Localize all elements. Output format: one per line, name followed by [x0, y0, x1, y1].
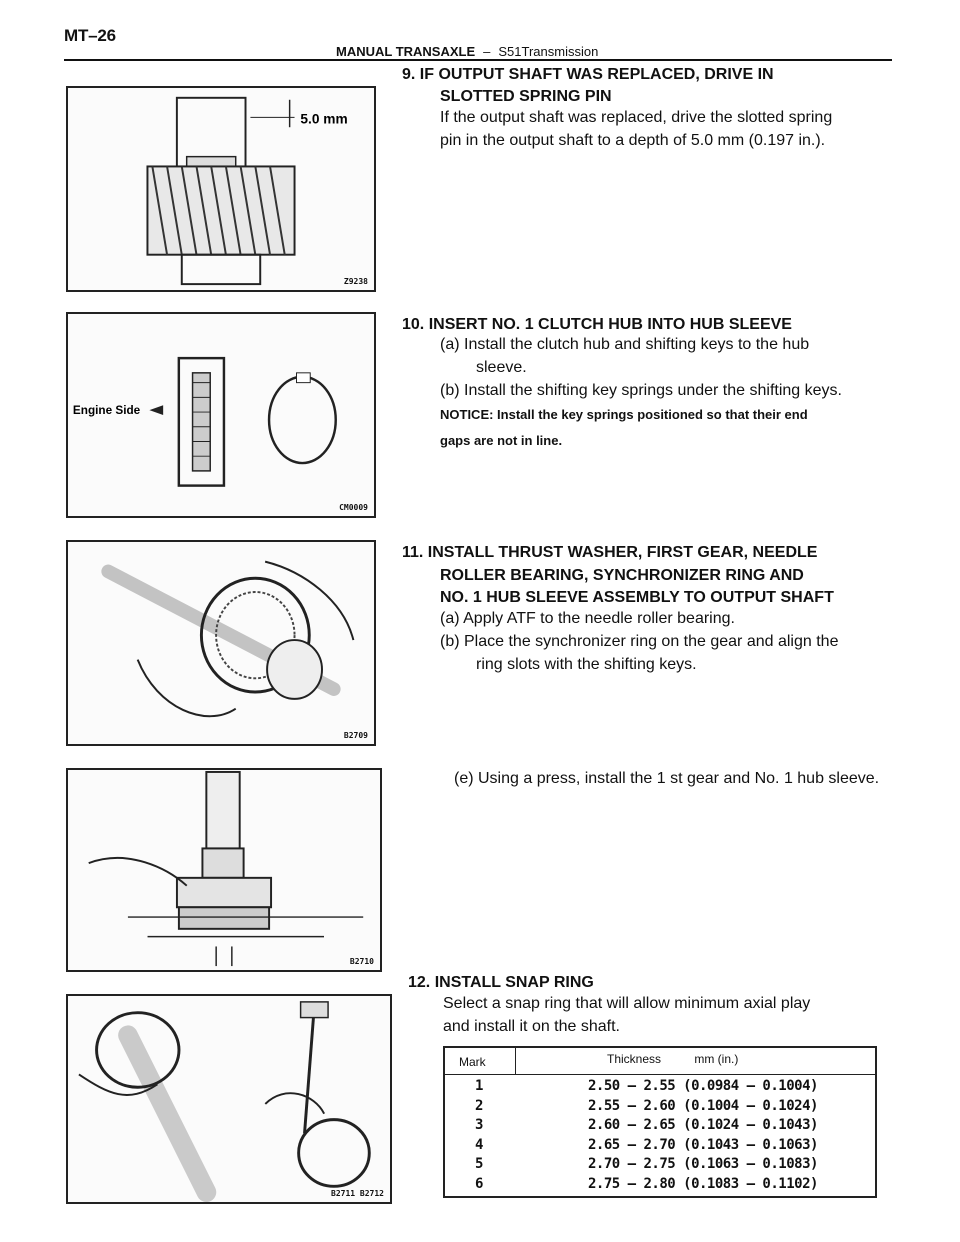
running-header — [336, 44, 598, 59]
header-divider — [515, 1048, 516, 1074]
row-thickness: 2.50 — 2.55 (0.0984 — 0.1004) — [588, 1078, 818, 1094]
step-9-body-line2: pin in the output shaft to a depth of 5.0 mm (0.197 in.). — [440, 132, 826, 149]
figure-code: Z9238 — [343, 277, 368, 286]
hands-assembly-illustration — [68, 542, 374, 744]
row-thickness: 2.75 — 2.80 (0.1083 — 0.1102) — [588, 1175, 818, 1192]
table-row — [445, 1098, 875, 1118]
step-11-title-line3: NO. 1 HUB SLEEVE ASSEMBLY TO OUTPUT SHAFT — [440, 589, 834, 606]
step-9-title-line1: 9. IF OUTPUT SHAFT WAS REPLACED, DRIVE IN — [402, 66, 774, 83]
table-row — [445, 1078, 875, 1098]
snap-ring-illustration — [68, 996, 390, 1202]
figure-assembly-to-shaft — [66, 540, 376, 746]
step-11-b-line1: (b) Place the synchronizer ring on the gear and align the — [440, 633, 839, 650]
row-mark: 4 — [475, 1136, 484, 1153]
step-10-a-line1: (a) Install the clutch hub and shifting keys to the hub — [440, 336, 810, 353]
row-mark: 5 — [475, 1156, 484, 1172]
engine-side-label: Engine Side — [72, 404, 141, 418]
table-row — [445, 1176, 875, 1196]
row-thickness: 2.60 — 2.65 (0.1024 — 0.1043) — [588, 1117, 818, 1133]
row-thickness: 2.55 — 2.60 (0.1004 — 0.1024) — [588, 1097, 818, 1114]
table-row — [445, 1156, 875, 1176]
figure-spring-pin — [66, 86, 376, 292]
hub-sleeve-illustration — [68, 314, 374, 516]
snap-ring-table — [443, 1046, 877, 1198]
step-11-title-line1: 11. INSTALL THRUST WASHER, FIRST GEAR, NEEDLE — [402, 544, 818, 561]
figure-snap-ring — [66, 994, 392, 1204]
step-10-b: (b) Install the shifting key springs under the shifting keys. — [440, 382, 842, 399]
figure-hub-sleeve — [66, 312, 376, 518]
table-body — [445, 1078, 875, 1195]
header-thickness: Thickness mm (in.) — [607, 1052, 739, 1066]
row-mark: 2 — [475, 1097, 484, 1114]
step-10-a-line2: sleeve. — [476, 359, 527, 376]
table-header — [445, 1048, 875, 1075]
step-9-title-line2: SLOTTED SPRING PIN — [440, 88, 612, 105]
engine-side-arrow — [149, 405, 163, 415]
header-rule — [64, 59, 892, 61]
row-mark: 3 — [475, 1117, 484, 1133]
step-11-a: (a) Apply ATF to the needle roller bearing. — [440, 610, 735, 627]
figure-code: B2711 B2712 — [331, 1189, 384, 1198]
figure-code: B2709 — [343, 731, 368, 740]
figure-code: CM0009 — [339, 503, 368, 512]
step-9-body-line1: If the output shaft was replaced, drive the slotted spring — [440, 109, 833, 126]
step-11-b-line2: ring slots with the shifting keys. — [476, 656, 697, 673]
row-mark: 1 — [475, 1078, 484, 1094]
figure-code: B2710 — [349, 957, 374, 966]
subsection-title: S51Transmission — [498, 44, 599, 59]
press-illustration — [68, 770, 380, 970]
gear-shaft-illustration — [68, 88, 374, 290]
table-row — [445, 1117, 875, 1137]
step-12-body-line2: and install it on the shaft. — [443, 1018, 620, 1035]
row-thickness: 2.70 — 2.75 (0.1063 — 0.1083) — [588, 1156, 818, 1172]
step-10-notice-line1: NOTICE: Install the key springs positioned so that their end — [440, 407, 808, 422]
step-12-body-line1: Select a snap ring that will allow minimum axial play — [443, 995, 811, 1012]
depth-callout: 5.0 mm — [300, 111, 348, 127]
step-11-e: (e) Using a press, install the 1 st gear and No. 1 hub sleeve. — [454, 770, 880, 787]
step-12-title: 12. INSTALL SNAP RING — [408, 974, 594, 991]
section-title: MANUAL TRANSAXLE — [336, 44, 476, 59]
figure-press-install — [66, 768, 382, 972]
row-thickness: 2.65 — 2.70 (0.1043 — 0.1063) — [588, 1136, 818, 1153]
table-row — [445, 1137, 875, 1157]
header-mark: Mark — [459, 1055, 486, 1069]
header-separator: – — [483, 44, 491, 59]
step-10-notice-line2: gaps are not in line. — [440, 433, 563, 448]
step-10-title: 10. INSERT NO. 1 CLUTCH HUB INTO HUB SLEEVE — [402, 316, 792, 333]
step-11-title-line2: ROLLER BEARING, SYNCHRONIZER RING AND — [440, 567, 804, 584]
page-number: MT–26 — [64, 26, 116, 45]
row-mark: 6 — [475, 1175, 484, 1192]
